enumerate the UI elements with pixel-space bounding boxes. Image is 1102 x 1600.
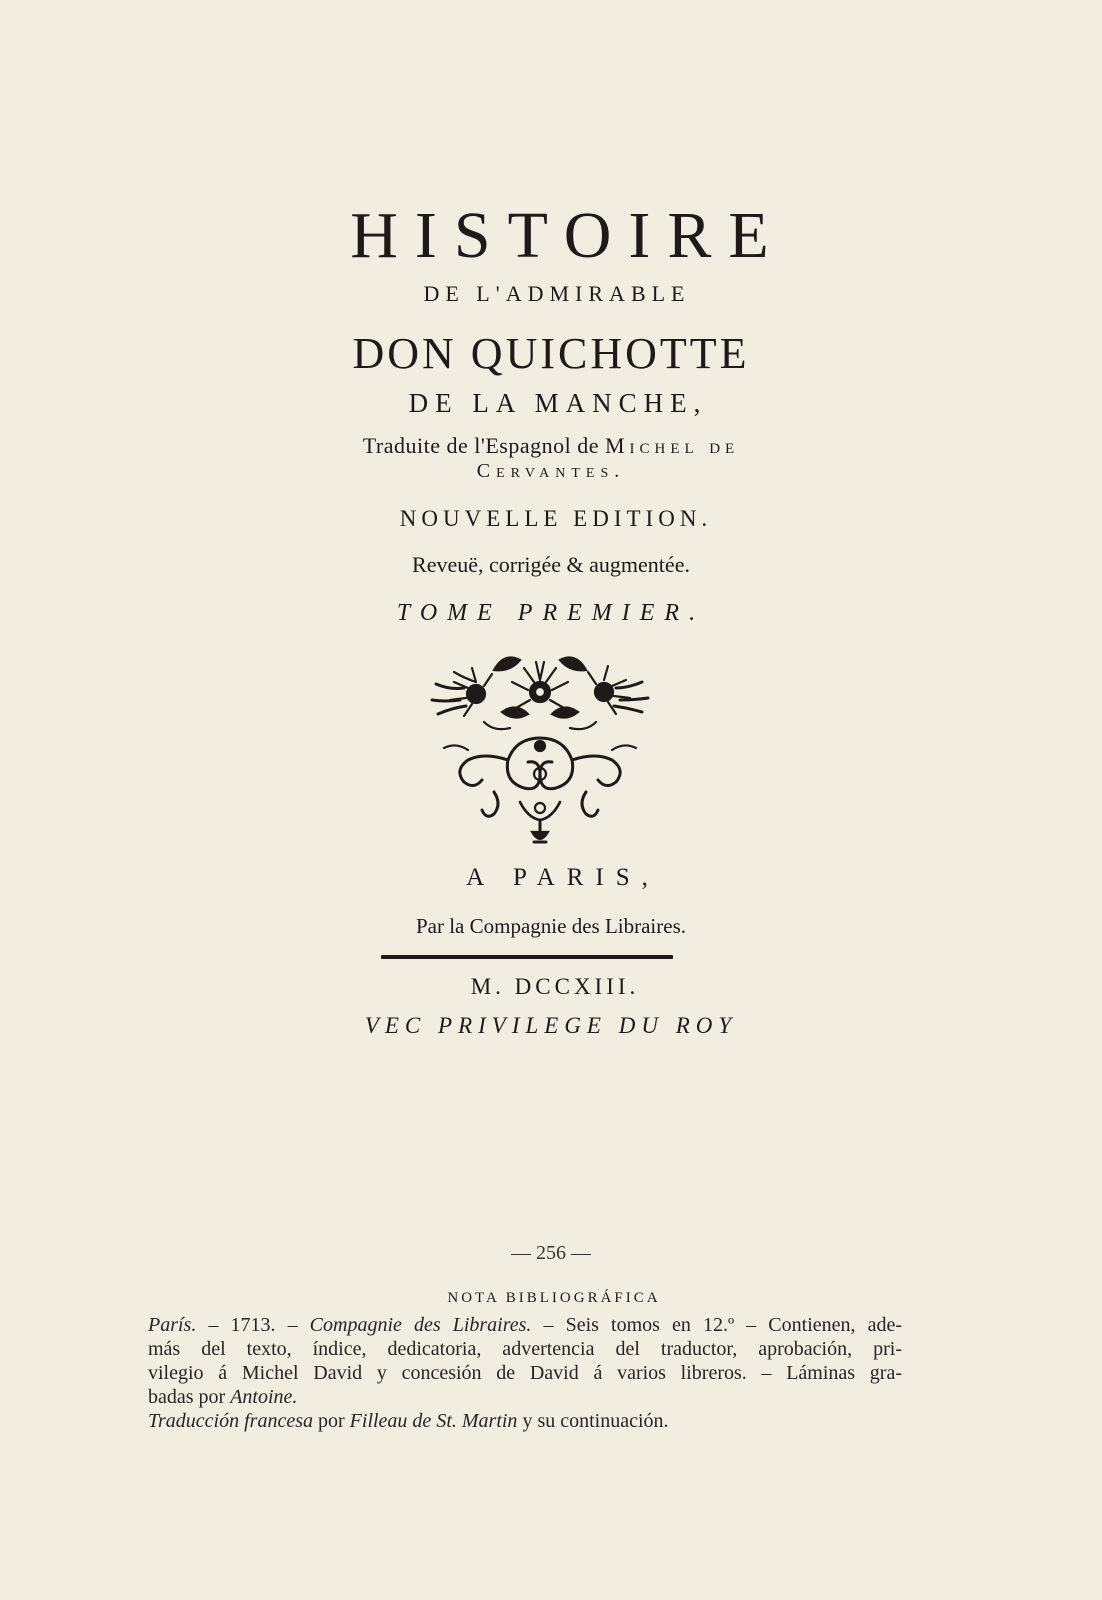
nota-engraved-by: badas por xyxy=(148,1386,231,1408)
page-number: — 256 — xyxy=(511,1242,591,1264)
nota-translation: Traducción francesa xyxy=(148,1410,313,1432)
imprint-date: M. DCCXIII. xyxy=(470,974,640,999)
imprint-publisher: Par la Compagnie des Libraires. xyxy=(415,914,686,938)
volume-line: TOME PREMIER. xyxy=(396,600,706,626)
translation-prefix: Traduite de l'Espagnol de xyxy=(362,433,605,458)
nota-volumes: – Seis tomos en 12.º – Contienen, ade- xyxy=(531,1314,903,1336)
author-first: Michel de xyxy=(605,433,740,458)
title-don-quichotte: DON QUICHOTTE xyxy=(352,329,750,378)
nota-translator: Filleau de St. Martin xyxy=(349,1410,518,1432)
imprint-place: A PARIS, xyxy=(466,864,660,891)
edition-line: NOUVELLE EDITION. xyxy=(399,506,713,531)
nota-heading: NOTA BIBLIOGRÁFICA xyxy=(447,1290,661,1306)
nota-line-2: más del texto, índice, dedicatoria, advertencia del traductor, aprobación, pri- xyxy=(148,1338,902,1360)
title-de-la-manche: DE LA MANCHE, xyxy=(408,388,708,418)
nota-year: – 1713. – xyxy=(196,1314,310,1336)
title-histoire: HISTOIRE xyxy=(350,199,786,272)
nota-line-3: vilegio á Michel David y concesión de David á varios libreros. – Láminas gra- xyxy=(148,1362,902,1384)
privilege-line: VEC PRIVILEGE DU ROY xyxy=(364,1013,738,1038)
floral-vignette-icon xyxy=(424,642,656,854)
author-last: Cervantes. xyxy=(476,460,626,482)
title-de-ladmirable: DE L'ADMIRABLE xyxy=(423,281,691,306)
nota-line-1 xyxy=(148,1313,902,1337)
translation-credit xyxy=(0,433,1102,459)
nota-place: París. xyxy=(148,1314,197,1336)
nota-line-5 xyxy=(148,1409,902,1433)
nota-continuation: y su continuación. xyxy=(517,1410,669,1432)
nota-engraver: Antoine. xyxy=(230,1386,298,1408)
nota-body xyxy=(148,1313,902,1433)
nota-publisher: Compagnie des Libraires. xyxy=(309,1314,532,1336)
nota-line-4 xyxy=(148,1385,902,1409)
revision-line: Reveuë, corrigée & augmentée. xyxy=(412,552,690,577)
nota-por: por xyxy=(313,1410,350,1432)
imprint-rule xyxy=(381,955,673,959)
